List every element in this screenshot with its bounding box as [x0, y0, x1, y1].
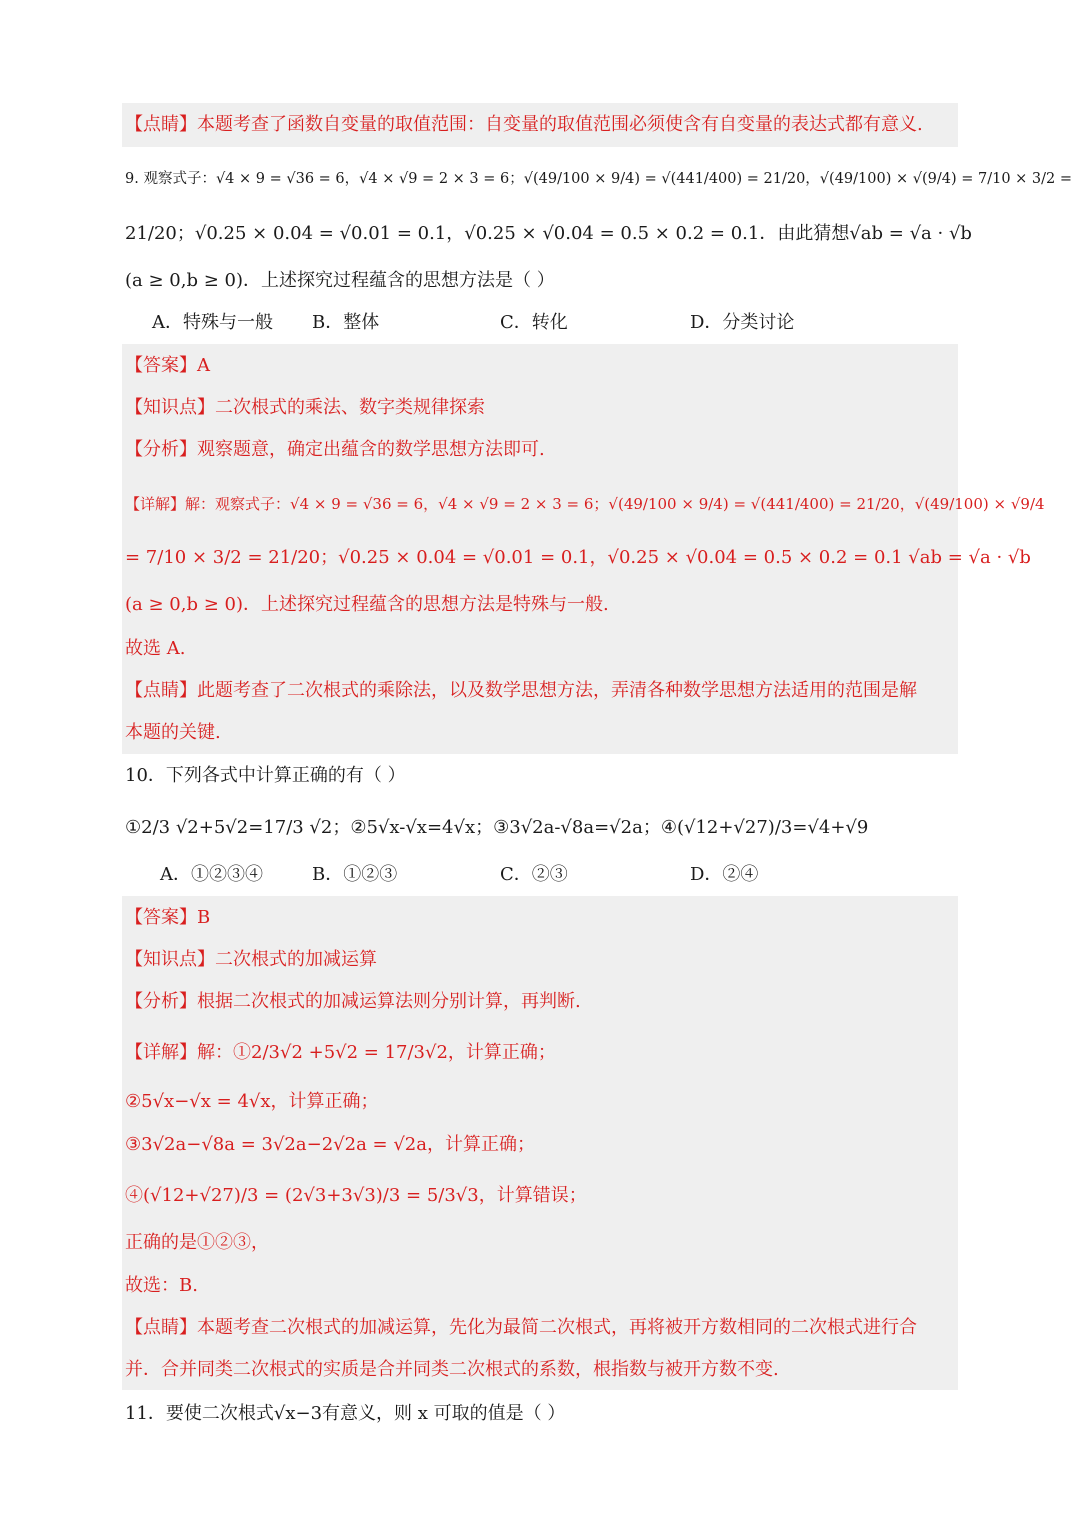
q11-stem: 11．要使二次根式√x−3有意义，则 x 可取的值是（ ） — [125, 1403, 566, 1424]
q9-detail-line1 — [125, 492, 1045, 516]
q9-detail-line3 — [125, 593, 609, 617]
q10-option-c[interactable]: C．②③ — [500, 864, 568, 885]
q9-analysis-tag: 【分析】 — [125, 439, 197, 460]
q9-option-b[interactable]: B．整体 — [312, 312, 380, 333]
q9-dianjing-line2 — [125, 721, 221, 745]
q10-option-a[interactable]: A．①②③④ — [160, 864, 263, 885]
q10-analysis: 根据二次根式的加减运算法则分别计算，再判断. — [197, 991, 581, 1012]
q9-detail-line3-text: (a ≥ 0,b ≥ 0)．上述探究过程蕴含的思想方法是特殊与一般. — [125, 594, 609, 615]
q10-choose-line — [125, 1274, 198, 1298]
q10-analysis-line — [125, 990, 581, 1014]
q10-detail-tag: 【详解】 — [125, 1042, 197, 1063]
q9-stem-line2-text: 21/20；√0.25 × 0.04 = √0.01 = 0.1，√0.25 × √0.04 = 0.5 × 0.2 = 0.1．由此猜想√ab = √a · √b — [125, 223, 972, 244]
q9-knowledge: 二次根式的乘法、数字类规律探索 — [215, 397, 485, 418]
q9-choose-line — [125, 637, 185, 661]
q10-exprs: ①2/3 √2+5√2=17/3 √2；②5√x-√x=4√x；③3√2a-√8a=√2a；④(√12+√27)/3=√4+√9 — [125, 817, 869, 838]
q9-stem-line3-text: (a ≥ 0,b ≥ 0)．上述探究过程蕴含的思想方法是（ ） — [125, 270, 555, 291]
q10-stem: 10．下列各式中计算正确的有（ ） — [125, 765, 406, 786]
q9-stem-line2 — [125, 222, 972, 246]
prev-dianjing-line — [125, 113, 923, 137]
q9-detail-line2 — [125, 546, 1031, 570]
q10-detail-line3 — [125, 1133, 535, 1157]
q10-exprs-line — [125, 816, 868, 840]
q9-dianjing-line1 — [125, 679, 917, 703]
q9-answer: A — [197, 355, 210, 376]
q10-option-b[interactable]: B．①②③ — [312, 864, 398, 885]
q10-detail-line2 — [125, 1090, 379, 1114]
q9-knowledge-line — [125, 396, 485, 420]
q10-detail-2: ②5√x−√x = 4√x，计算正确； — [125, 1091, 379, 1112]
q10-dianjing-line1 — [125, 1316, 917, 1340]
q10-option-d[interactable]: D．②④ — [690, 864, 759, 885]
q10-dianjing-2: 并．合并同类二次根式的实质是合并同类二次根式的系数，根指数与被开方数不变. — [125, 1359, 779, 1380]
q10-detail-line4 — [125, 1184, 587, 1208]
q10-correct-line — [125, 1231, 269, 1255]
q9-detail-line2-text: = 7/10 × 3/2 = 21/20；√0.25 × 0.04 = √0.01 = 0.1，√0.25 × √0.04 = 0.5 × 0.2 = 0.1 √ab = √a · √b — [125, 547, 1031, 568]
q10-detail-1: 解：①2/3√2 +5√2 = 17/3√2，计算正确； — [197, 1042, 556, 1063]
q10-dianjing-tag: 【点睛】 — [125, 1317, 197, 1338]
q11-stem-line — [125, 1402, 565, 1426]
q9-detail-tag: 【详解】 — [125, 495, 186, 513]
q10-answer-line — [125, 906, 210, 930]
q9-option-c[interactable]: C．转化 — [500, 312, 568, 333]
q9-analysis: 观察题意，确定出蕴含的数学思想方法即可. — [197, 439, 545, 460]
q9-option-a[interactable]: A．特殊与一般 — [152, 312, 273, 333]
q10-answer: B — [197, 907, 211, 928]
q10-answer-tag: 【答案】 — [125, 907, 197, 928]
q9-knowledge-tag: 【知识点】 — [125, 397, 215, 418]
q10-knowledge-tag: 【知识点】 — [125, 949, 215, 970]
q10-correct: 正确的是①②③， — [125, 1232, 269, 1253]
q10-choose: 故选：B. — [125, 1275, 198, 1296]
q9-choose: 故选 A. — [125, 638, 186, 659]
prev-dianjing-tag: 【点睛】 — [125, 114, 197, 135]
q9-dianjing-1: 此题考查了二次根式的乘除法，以及数学思想方法，弄清各种数学思想方法适用的范围是解 — [197, 680, 917, 701]
q10-detail-line1 — [125, 1041, 556, 1065]
q9-dianjing-tag: 【点睛】 — [125, 680, 197, 701]
q9-stem-line1 — [125, 167, 1072, 191]
q9-answer-line — [125, 354, 210, 378]
q9-detail-line1-text: 解：观察式子：√4 × 9 = √36 = 6，√4 × √9 = 2 × 3 = 6；√(49/100 × 9/4) = √(441/400) = 21/20，√(49/100) × √9/4 — [185, 495, 1045, 513]
q10-stem-line — [125, 764, 406, 788]
q10-detail-4: ④(√12+√27)/3 = (2√3+3√3)/3 = 5/3√3，计算错误； — [125, 1185, 587, 1206]
q10-dianjing-1: 本题考查二次根式的加减运算，先化为最简二次根式，再将被开方数相同的二次根式进行合 — [197, 1317, 917, 1338]
q10-analysis-tag: 【分析】 — [125, 991, 197, 1012]
q10-dianjing-line2 — [125, 1358, 779, 1382]
q9-stem-line1-text: 9. 观察式子：√4 × 9 = √36 = 6，√4 × √9 = 2 × 3 = 6；√(49/100 × 9/4) = √(441/400) = 21/20，√(49/100) × √(9/4) = 7/10 × 3/2 = — [125, 171, 1073, 187]
q10-detail-3: ③3√2a−√8a = 3√2a−2√2a = √2a，计算正确； — [125, 1134, 535, 1155]
prev-dianjing-text: 本题考查了函数自变量的取值范围：自变量的取值范围必须使含有自变量的表达式都有意义. — [197, 114, 923, 135]
q9-dianjing-2: 本题的关键. — [125, 722, 221, 743]
q9-analysis-line — [125, 438, 545, 462]
q9-answer-tag: 【答案】 — [125, 355, 197, 376]
q10-knowledge: 二次根式的加减运算 — [215, 949, 377, 970]
q9-option-d[interactable]: D．分类讨论 — [690, 312, 795, 333]
q10-knowledge-line — [125, 948, 377, 972]
q9-stem-line3 — [125, 269, 555, 293]
